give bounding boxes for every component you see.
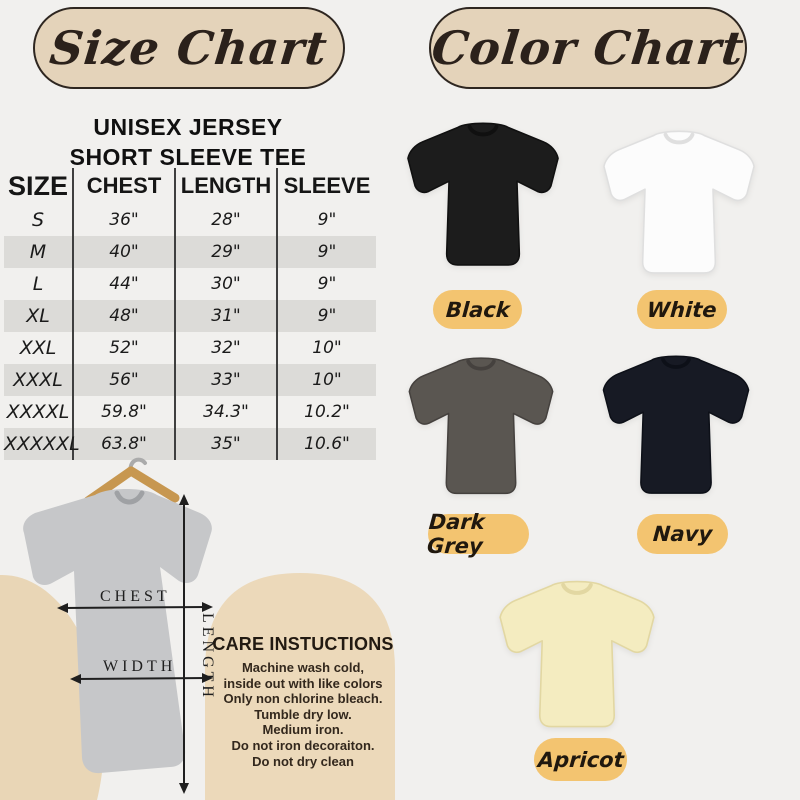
- color-name: White: [646, 297, 718, 322]
- cell-sleeve: 9": [317, 210, 337, 230]
- color-label-black: [433, 290, 522, 329]
- color-label-navy: [637, 514, 728, 554]
- cell-chest: 52": [73, 332, 175, 364]
- table-row: [4, 364, 376, 396]
- cell-length: 31": [175, 300, 277, 332]
- heading-line-2: SHORT SLEEVE TEE: [69, 144, 307, 170]
- cell-length: 35": [175, 428, 277, 460]
- cell-sleeve: 9": [317, 274, 337, 294]
- cell-size: M: [4, 236, 73, 268]
- cell-sleeve: 10.6": [304, 434, 350, 454]
- cell-chest: 59.8": [73, 396, 175, 428]
- cell-chest: 48": [73, 300, 175, 332]
- tshirt-dark-grey: [398, 353, 564, 504]
- cell-length: 33": [175, 364, 277, 396]
- table-row: [4, 236, 376, 268]
- color-name: Navy: [652, 522, 713, 546]
- heading-line-1: UNISEX JERSEY: [93, 114, 283, 140]
- cell-size: XXXL: [4, 364, 73, 396]
- size-chart-title: Size Chart: [47, 21, 331, 75]
- cell-sleeve: 9": [317, 242, 337, 262]
- product-heading: [0, 112, 376, 172]
- table-row: [4, 204, 376, 236]
- cell-sleeve: 10": [312, 338, 342, 358]
- care-line: Medium iron.: [262, 722, 344, 738]
- cell-size: XXXXXL: [4, 428, 73, 460]
- care-title: CARE INSTUCTIONS: [212, 634, 394, 654]
- color-name: Black: [444, 297, 511, 322]
- col-header-sleeve: SLEEVE: [283, 173, 371, 198]
- cell-length: 34.3": [175, 396, 277, 428]
- cell-sleeve: 10": [312, 370, 342, 390]
- care-line: Do not iron decoraiton.: [231, 737, 375, 753]
- color-label-apricot: [534, 738, 627, 781]
- color-label-dark-grey: [426, 510, 529, 558]
- table-row: [4, 332, 376, 364]
- cell-size: XXXXL: [4, 396, 73, 428]
- care-line: inside out with like colors: [223, 675, 383, 691]
- size-table: [4, 168, 376, 460]
- color-name: Apricot: [536, 747, 625, 772]
- col-header-chest: CHEST: [73, 168, 175, 204]
- cell-sleeve: 10.2": [304, 402, 350, 422]
- color-name: Dark Grey: [426, 510, 486, 558]
- col-header-length: LENGTH: [175, 168, 277, 204]
- cell-chest: 36": [73, 204, 175, 236]
- chest-label: CHEST: [100, 588, 171, 605]
- care-line: Only non chlorine bleach.: [223, 691, 383, 707]
- tshirt-white: [592, 126, 766, 284]
- cell-length: 28": [175, 204, 277, 236]
- cell-chest: 44": [73, 268, 175, 300]
- care-line: Do not dry clean: [252, 753, 354, 769]
- size-chart-title-pill: [33, 7, 345, 89]
- width-label: WIDTH: [103, 658, 177, 675]
- care-line: Tumble dry low.: [254, 706, 352, 722]
- cell-size: XL: [4, 300, 73, 332]
- tshirt-apricot: [488, 576, 666, 738]
- cell-chest: 56": [73, 364, 175, 396]
- cell-size: S: [4, 204, 73, 236]
- cell-length: 32": [175, 332, 277, 364]
- cell-length: 30": [175, 268, 277, 300]
- tshirt-black: [396, 118, 570, 276]
- length-label: LENGTH: [199, 613, 216, 701]
- cell-size: XXL: [4, 332, 73, 364]
- care-instructions: [208, 634, 398, 769]
- color-chart-title-pill: [429, 7, 747, 89]
- table-row: [4, 396, 376, 428]
- care-line: Machine wash cold,: [241, 660, 365, 675]
- cell-sleeve: 9": [317, 306, 337, 326]
- color-chart-title: Color Chart: [429, 21, 747, 75]
- table-row: [4, 268, 376, 300]
- cell-chest: 40": [73, 236, 175, 268]
- color-label-white: [637, 290, 727, 329]
- size-table-header-row: [4, 168, 376, 204]
- cell-chest: 63.8": [73, 428, 175, 460]
- col-header-size: SIZE: [4, 168, 73, 204]
- tshirt-navy: [592, 351, 760, 504]
- cell-length: 29": [175, 236, 277, 268]
- table-row: [4, 300, 376, 332]
- cell-size: L: [4, 268, 73, 300]
